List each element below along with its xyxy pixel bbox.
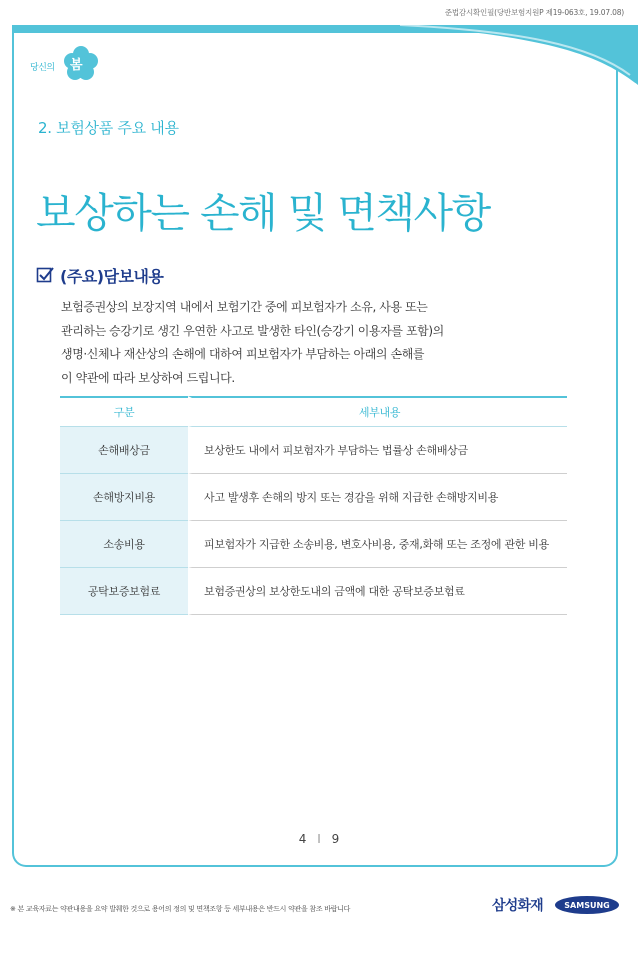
description-line: 이 약관에 따라 보상하여 드립니다. bbox=[61, 370, 235, 385]
current-page: 4 bbox=[298, 832, 307, 846]
table-row bbox=[60, 521, 567, 568]
row-category: 공탁보증보험료 bbox=[60, 568, 188, 615]
column-header-category: 구분 bbox=[60, 396, 188, 427]
total-pages: 9 bbox=[331, 832, 340, 846]
coverage-description bbox=[61, 296, 531, 390]
row-details: 피보험자가 지급한 소송비용, 변호사비용, 중재,화해 또는 조정에 관한 비용 bbox=[188, 521, 567, 568]
brand-name-korean: 삼성화재 bbox=[492, 898, 543, 914]
corner-swoosh bbox=[400, 25, 638, 85]
footer-note: ※ 본 교육자료는 약관내용을 요약 발췌한 것으로 용어의 정의 및 면책조항 등 세부내용은 반드시 약관을 참조 바랍니다 bbox=[10, 905, 351, 913]
table-row bbox=[60, 474, 567, 521]
page-title: 보상하는 손해 및 면책사항 bbox=[36, 189, 490, 237]
samsung-logo bbox=[554, 895, 620, 915]
description-line: 관리하는 승강기로 생긴 우연한 사고로 발생한 타인(승강기 이용자를 포함)의 bbox=[61, 323, 444, 338]
row-details: 보상한도 내에서 피보험자가 부담하는 법률상 손해배상금 bbox=[188, 427, 567, 474]
brand-logo bbox=[30, 46, 100, 82]
table-header-row bbox=[60, 396, 567, 427]
samsung-logo-text: SAMSUNG bbox=[564, 901, 610, 910]
row-details: 보험증권상의 보상한도내의 금액에 대한 공탁보증보험료 bbox=[188, 568, 567, 615]
section-title: 2. 보험상품 주요 내용 bbox=[38, 119, 179, 137]
description-line: 보험증권상의 보장지역 내에서 보험기간 중에 피보험자가 소유, 사용 또는 bbox=[61, 300, 428, 314]
sub-heading: (주요)담보내용 bbox=[60, 267, 164, 286]
checkbox-checked-icon bbox=[36, 266, 54, 284]
row-category: 소송비용 bbox=[60, 521, 188, 568]
row-details: 사고 발생후 손해의 방지 또는 경감을 위해 지급한 손해방지비용 bbox=[188, 474, 567, 521]
row-category: 손해배상금 bbox=[60, 427, 188, 474]
coverage-table bbox=[60, 396, 567, 615]
description-line: 생명·신체나 재산상의 손해에 대하여 피보험자가 부담하는 아래의 손해를 bbox=[61, 347, 425, 361]
row-category: 손해방지비용 bbox=[60, 474, 188, 521]
table-row bbox=[60, 427, 567, 474]
column-header-details: 세부내용 bbox=[188, 396, 567, 427]
page-separator: I bbox=[317, 832, 321, 846]
page-indicator bbox=[0, 832, 638, 846]
logo-text: 당신의 bbox=[30, 63, 55, 73]
table-row bbox=[60, 568, 567, 615]
logo-flower-text: 봄 bbox=[70, 58, 83, 73]
reference-code: 준법감시확인필(당반보험지원P 제19-063호, 19.07.08) bbox=[444, 8, 624, 17]
